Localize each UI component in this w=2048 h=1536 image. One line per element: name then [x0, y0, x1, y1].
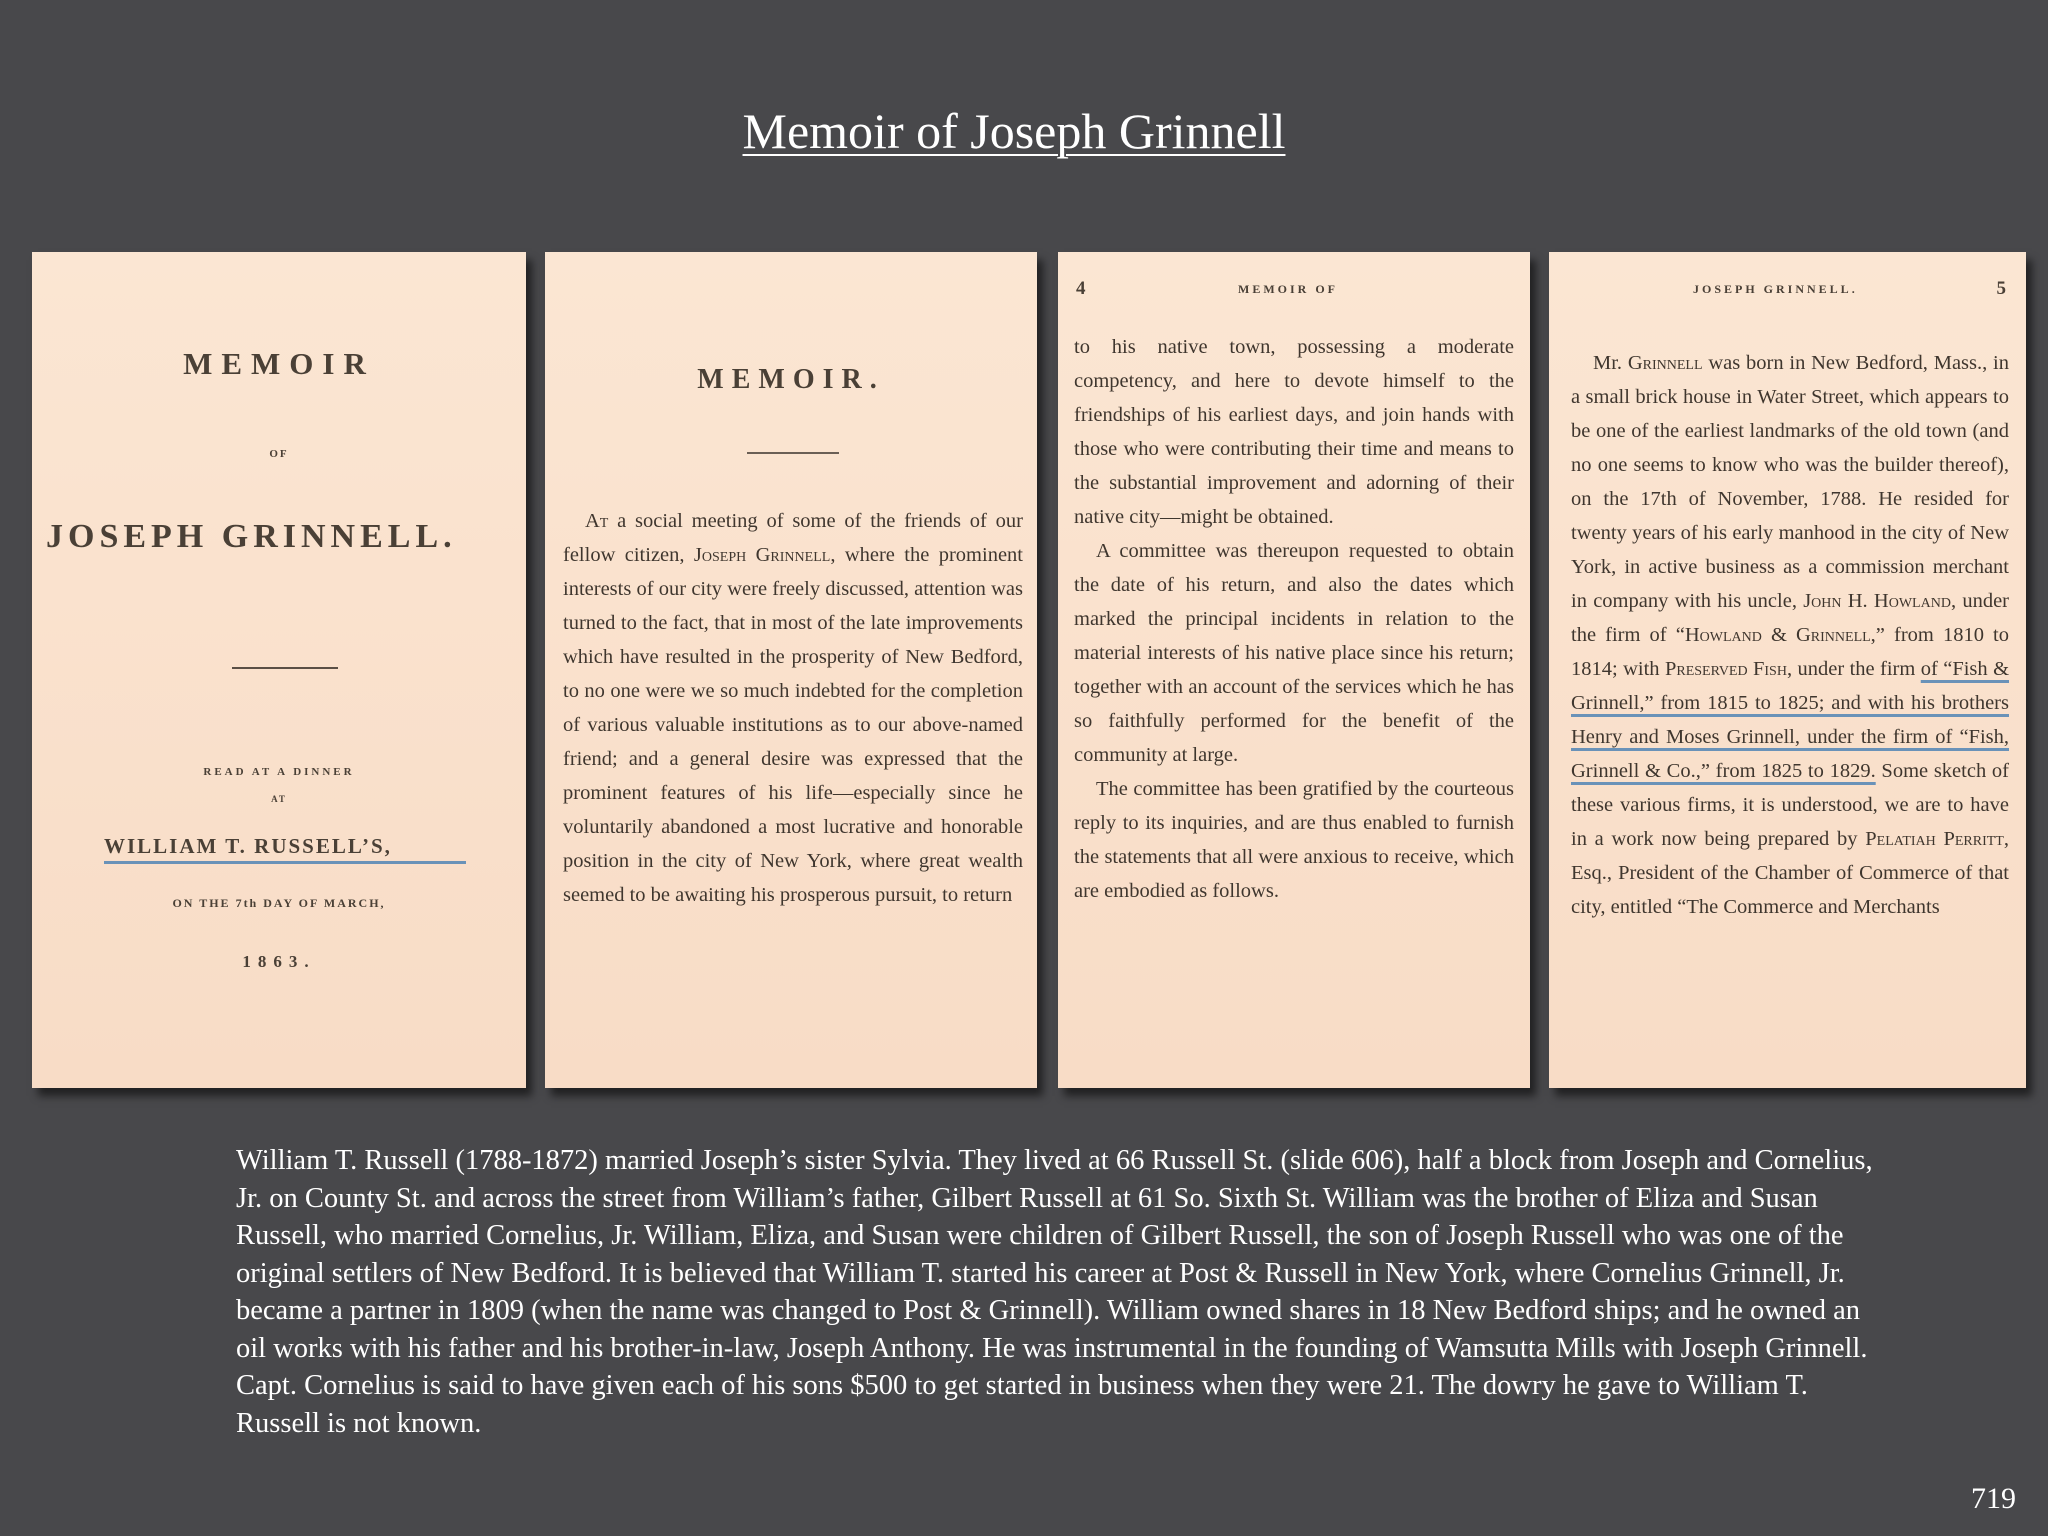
title-memoir: MEMOIR	[183, 346, 375, 381]
title-year: 1863.	[242, 952, 316, 971]
page4-text-1: Mr.	[1593, 352, 1628, 374]
page-number: 5	[1996, 278, 2006, 299]
book-page-title	[32, 252, 526, 1088]
page4-text-10: Some sketch of these various firms, it is understood, we are to have in a work now being prepared by	[1571, 760, 2009, 850]
page2-text-c: Joseph Grinnell	[693, 544, 831, 566]
page4-text-5: , under the firm of “	[1571, 590, 2009, 646]
page2-text-b: a social meeting of some of the friends of our fellow citizen,	[563, 510, 1023, 566]
running-head: MEMOIR OF	[1238, 282, 1338, 296]
page4-text-11: Pelatiah Perritt	[1865, 828, 2004, 850]
title-rule	[232, 667, 338, 669]
slide-title: Memoir of Joseph Grinnell	[742, 103, 1286, 159]
page3-paragraph-3: The committee has been gratified by the courteous reply to its inquiries, and are thus enabled to furnish the statements that all were anxious to receive, which are embodied as follows.	[1074, 778, 1514, 902]
page4-text-2: Grinnell	[1627, 352, 1703, 374]
book-page-5	[1549, 252, 2026, 1088]
page2-text-d: , where the prominent interests of our city were freely discussed, attention was turned to the fact, that in most of the late improvements which have resulted in the prosperity of New Bedford, to no one were we so much indebted for the completion of various valuable institutions as to our above-named friend; and a general desire was expressed that the prominent features of his life—especially since he voluntarily abandoned a most lucrative and honorable position in the city of New York, where great wealth seemed to be awaiting his prosperous pursuit, to return	[563, 544, 1023, 906]
page4-text-3: was born in New Bedford, Mass., in a small brick house in Water Street, which appears to be one of the earliest landmarks of the old town (and no one seems to know who was the builder thereof), on the 17th of November, 1788. He resided for twenty years of his early manhood in the city of New York, in active business as a commission merchant in company with his uncle,	[1571, 352, 2009, 612]
title-read-at: READ AT A DINNER	[203, 766, 355, 778]
title-date: ON THE 7th DAY OF MARCH,	[172, 896, 386, 910]
title-name: JOSEPH GRINNELL.	[46, 518, 457, 555]
book-page-4	[1058, 252, 1530, 1088]
title-of: OF	[269, 448, 289, 460]
page4-text-12: , Esq., President of the Chamber of Commerce of that city, entitled “The Commerce and Merchants	[1571, 828, 2009, 918]
title-russell-underlined: WILLIAM T. RUSSELL’S,	[104, 834, 466, 864]
page2-text-a: At	[585, 510, 609, 532]
page3-paragraph-2: A committee was thereupon requested to obtain the date of his return, and also the dates which marked the principal incidents in relation to the material interests of his native place since his return; together with an account of the services which he has so faithfully performed for the benefit of the community at large.	[1074, 540, 1514, 766]
page3-body	[1074, 330, 1514, 908]
page3-paragraph-1: to his native town, possessing a moderate competency, and here to devote himself to the friendships of his earliest days, and join hands with those who were contributing their time and means to the substantial improvement and adorning of their native city—might be obtained.	[1074, 336, 1514, 528]
slide-caption: William T. Russell (1788-1872) married Joseph’s sister Sylvia. They lived at 66 Russell St. (slide 606), half a block from Joseph and Cornelius, Jr. on County St. and across the street from William’s father, Gilbert Russell at 61 So. Sixth St. William was the brother of Eliza and Susan Russell, who married Cornelius, Jr. William, Eliza, and Susan were children of Gilbert Russell, the son of Joseph Russell who was one of the original settlers of New Bedford. It is believed that William T. started his career at Post & Russell in New York, where Cornelius Grinnell, Jr. became a partner in 1809 (when the name was changed to Post & Grinnell). William owned shares in 18 New Bedford ships; and he owned an oil works with his father and his brother-in-law, Joseph Anthony. He was instrumental in the founding of Wamsutta Mills with Joseph Grinnell. Capt. Cornelius is said to have given each of his sons $500 to get started in business when they were 21. The dowry he gave to William T. Russell is not known.	[236, 1145, 1873, 1439]
memoir-heading: MEMOIR.	[697, 364, 885, 395]
running-head: JOSEPH GRINNELL.	[1693, 282, 1858, 296]
page4-text-4: John H. Howland	[1803, 590, 1951, 612]
page4-underlined-firms: of “Fish & Grinnell,” from 1815 to 1825; and with his brothers Henry and Moses Grinnell, under the firm of “Fish, Grinnell & Co.,” from 1825 to 1829.	[1571, 658, 2010, 782]
page2-body	[563, 504, 1023, 912]
slide-number: 719	[1971, 1482, 2016, 1515]
page4-text-7: ,” from 1810 to 1814; with	[1571, 624, 2009, 680]
memoir-rule	[747, 452, 839, 454]
page4-body	[1571, 346, 2009, 924]
book-page-memoir-start	[545, 252, 1037, 1088]
page4-text-9: , under the firm	[1786, 658, 1921, 680]
page4-text-6: Howland & Grinnell	[1684, 624, 1871, 646]
page4-text-8: Preserved Fish	[1664, 658, 1787, 680]
page-number: 4	[1076, 278, 1086, 299]
title-at: AT	[271, 794, 287, 804]
